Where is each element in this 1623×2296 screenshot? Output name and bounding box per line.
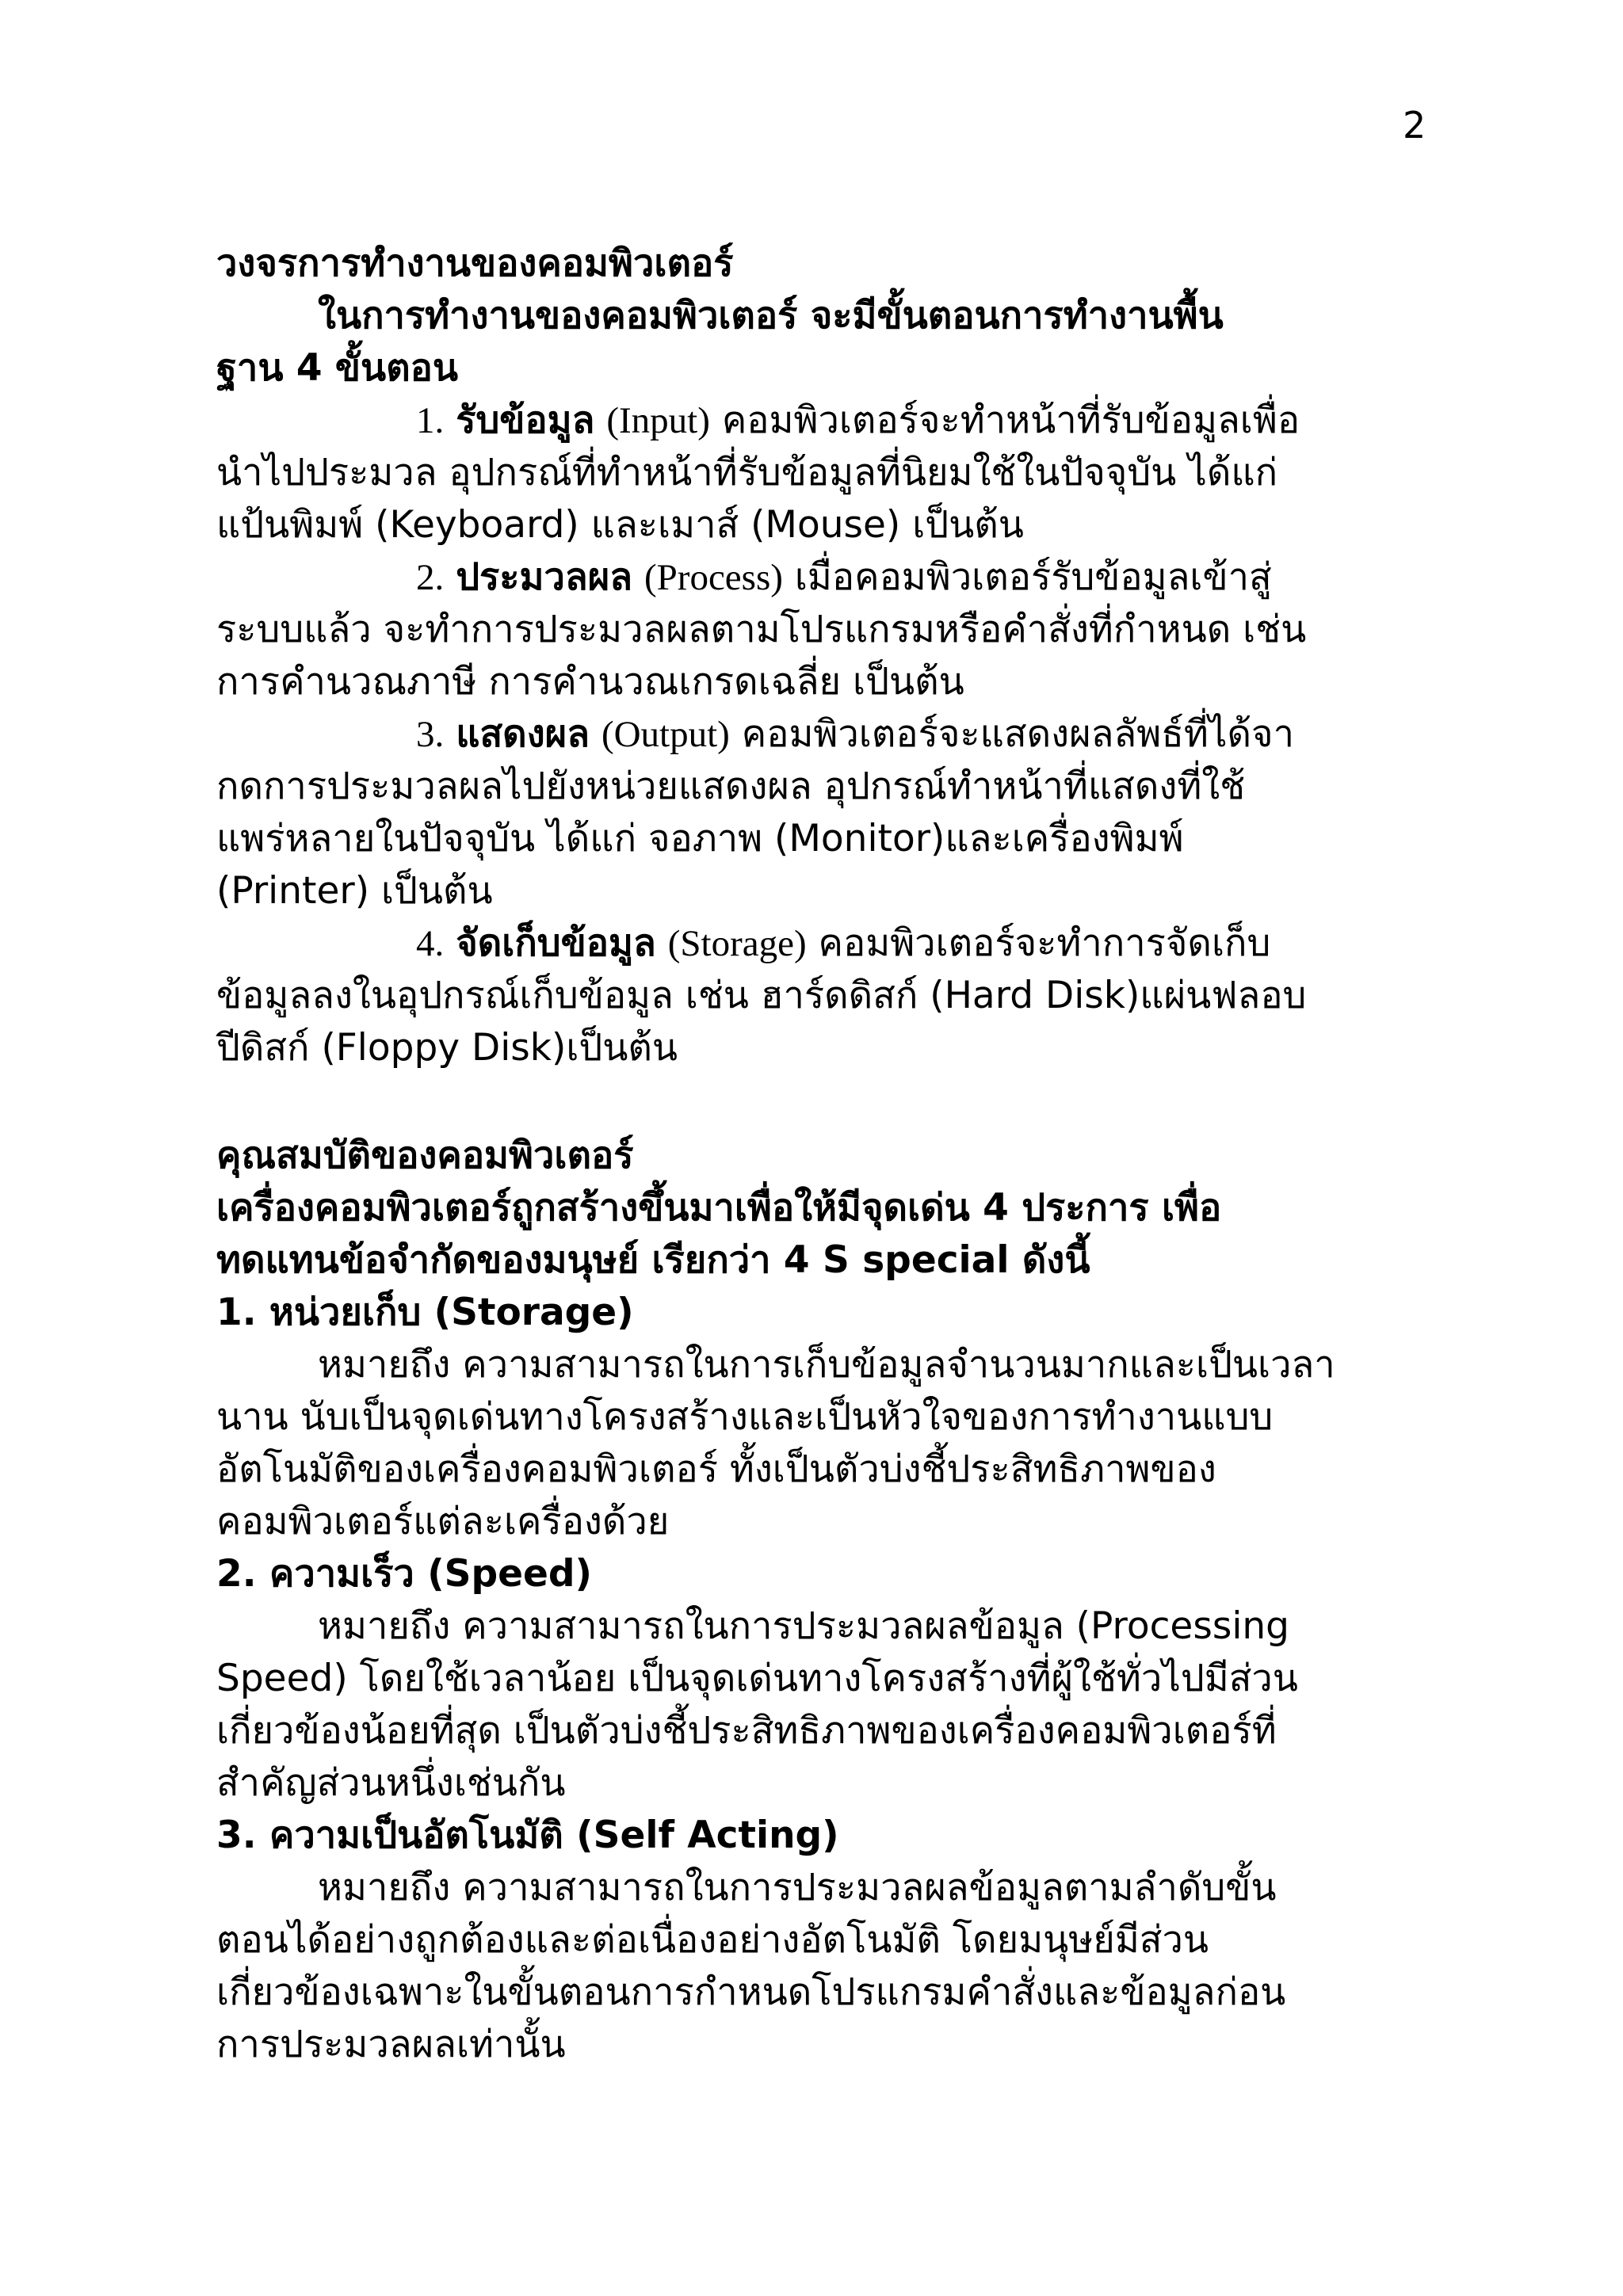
property-text-line: Speed) โดยใช้เวลาน้อย เป็นจุดเด่นทางโครงสร้างที่ผู้ใช้ทั่วไปมีส่วน xyxy=(216,1657,1298,1700)
property-text-line: นาน นับเป็นจุดเด่นทางโครงสร้างและเป็นหัวใจของการทำงานแบบ xyxy=(216,1395,1274,1439)
property-text-line: อัตโนมัติของเครื่องคอมพิวเตอร์ ทั้งเป็นตัวบ่งชี้ประสิทธิภาพของ xyxy=(216,1447,1216,1491)
document-body xyxy=(216,238,1453,2071)
step-storage-first-line xyxy=(216,917,1453,970)
property-text-line: คอมพิวเตอร์แต่ละเครื่องด้วย xyxy=(216,1500,670,1543)
step-number: 2. xyxy=(416,557,445,598)
property-text-line: เกี่ยวข้องเฉพาะในขั้นตอนการกำหนดโปรแกรมคำสั่งและข้อมูลก่อน xyxy=(216,1970,1286,2014)
page-number: 2 xyxy=(1403,104,1426,147)
property-text-line: สำคัญส่วนหนึ่งเช่นกัน xyxy=(216,1761,566,1805)
step-process-first-line xyxy=(216,551,1453,604)
step-text: คอมพิวเตอร์จะทำหน้าที่รับข้อมูลเพื่อ xyxy=(721,399,1300,442)
property-text-line: หมายถึง ความสามารถในการเก็บข้อมูลจำนวนมากและเป็นเวลา xyxy=(318,1343,1335,1386)
properties-intro-line: ทดแทนข้อจำกัดของมนุษย์ เรียกว่า 4 S special ดังนี้ xyxy=(216,1238,1090,1282)
property-text-line: การประมวลผลเท่านั้น xyxy=(216,2023,566,2066)
step-number: 1. xyxy=(416,400,445,441)
step-text-line: แป้นพิมพ์ (Keyboard) และเมาส์ (Mouse) เป็นต้น xyxy=(216,503,1024,547)
section-title-properties: คุณสมบัติของคอมพิวเตอร์ xyxy=(216,1134,634,1177)
properties-intro-line: เครื่องคอมพิวเตอร์ถูกสร้างขึ้นมาเพื่อให้มีจุดเด่น 4 ประการ เพื่อ xyxy=(216,1186,1222,1230)
step-text: เมื่อคอมพิวเตอร์รับข้อมูลเข้าสู่ xyxy=(794,555,1272,599)
section-title-cycle: วงจรการทำงานของคอมพิวเตอร์ xyxy=(216,242,734,285)
step-term: (Output) xyxy=(601,714,730,755)
step-term: (Storage) xyxy=(667,923,807,964)
step-number: 4. xyxy=(416,923,445,964)
step-name: ประมวลผล xyxy=(456,555,633,599)
property-heading-self-acting: 3. ความเป็นอัตโนมัติ (Self Acting) xyxy=(216,1814,839,1857)
step-name: จัดเก็บข้อมูล xyxy=(456,921,656,965)
properties-section xyxy=(216,1130,1453,2071)
step-number: 3. xyxy=(416,714,445,755)
step-text-line: แพร่หลายในปัจจุบัน ได้แก่ จอภาพ (Monitor)และเครื่องพิมพ์ xyxy=(216,817,1184,860)
step-text: คอมพิวเตอร์จะทำการจัดเก็บ xyxy=(818,921,1271,965)
property-text-line: หมายถึง ความสามารถในการประมวลผลข้อมูล (Processing xyxy=(318,1604,1289,1648)
step-term: (Process) xyxy=(644,557,783,598)
property-heading-speed: 2. ความเร็ว (Speed) xyxy=(216,1552,593,1596)
property-text-line: หมายถึง ความสามารถในการประมวลผลข้อมูลตามลำดับขั้น xyxy=(318,1866,1277,1909)
cycle-intro-line: ฐาน 4 ขั้นตอน xyxy=(216,346,459,390)
step-term: (Input) xyxy=(606,400,710,441)
step-text-line: การคำนวณภาษี การคำนวณเกรดเฉลี่ย เป็นต้น xyxy=(216,660,964,704)
step-input-first-line xyxy=(216,395,1453,447)
property-text-line: เกี่ยวข้องน้อยที่สุด เป็นตัวบ่งชี้ประสิทธิภาพของเครื่องคอมพิวเตอร์ที่ xyxy=(216,1709,1277,1753)
step-text-line: นำไปประมวล อุปกรณ์ที่ทำหน้าที่รับข้อมูลที่นิยมใช้ในปัจจุบัน ได้แก่ xyxy=(216,451,1278,494)
step-text-line: ระบบแล้ว จะทำการประมวลผลตามโปรแกรมหรือคำสั่งที่กำหนด เช่น xyxy=(216,608,1307,651)
step-text-line: ข้อมูลลงในอุปกรณ์เก็บข้อมูล เช่น ฮาร์ดดิสก์ (Hard Disk)แผ่นฟลอบ xyxy=(216,974,1307,1017)
step-output-first-line xyxy=(216,708,1453,761)
step-text-line: (Printer) เป็นต้น xyxy=(216,869,493,913)
property-heading-storage: 1. หน่วยเก็บ (Storage) xyxy=(216,1291,634,1334)
step-name: แสดงผล xyxy=(456,712,590,756)
step-text: คอมพิวเตอร์จะแสดงผลลัพธ์ที่ได้จา xyxy=(741,712,1294,756)
step-text-line: ปีดิสก์ (Floppy Disk)เป็นต้น xyxy=(216,1026,678,1070)
step-text-line: กดการประมวลผลไปยังหน่วยแสดงผล อุปกรณ์ทำหน้าที่แสดงที่ใช้ xyxy=(216,765,1246,808)
property-text-line: ตอนได้อย่างถูกต้องและต่อเนื่องอย่างอัตโนมัติ โดยมนุษย์มีส่วน xyxy=(216,1918,1209,1962)
step-name: รับข้อมูล xyxy=(456,399,595,442)
cycle-intro-line: ในการทำงานของคอมพิวเตอร์ จะมีขั้นตอนการทำงานพื้น xyxy=(318,294,1224,338)
